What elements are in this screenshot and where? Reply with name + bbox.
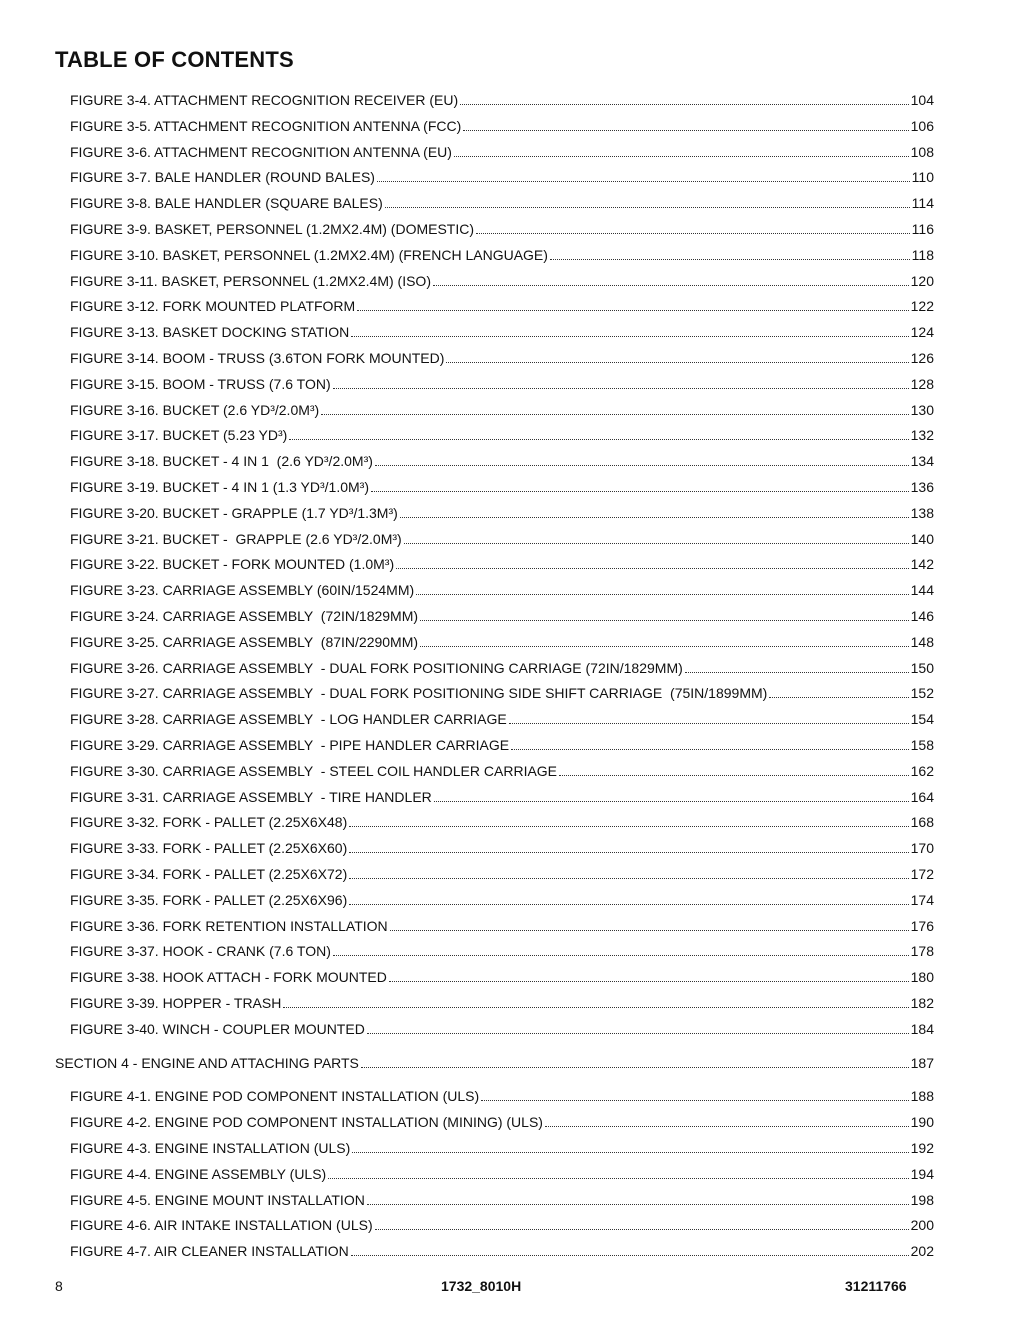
- toc-figure-entry[interactable]: [70, 606, 934, 626]
- toc-entry-label: FIGURE 3-23. CARRIAGE ASSEMBLY (60IN/1524MM): [70, 582, 415, 598]
- toc-entry-label: FIGURE 3-4. ATTACHMENT RECOGNITION RECEIVER (EU): [70, 92, 459, 108]
- toc-figure-entry[interactable]: [70, 554, 934, 574]
- toc-entry-page: 120: [910, 273, 934, 289]
- toc-figure-entry[interactable]: [70, 1241, 934, 1261]
- toc-entry-label: FIGURE 3-35. FORK - PALLET (2.25X6X96): [70, 892, 348, 908]
- toc-entry-page: 104: [910, 92, 934, 108]
- toc-entry-label: FIGURE 4-6. AIR INTAKE INSTALLATION (ULS): [70, 1217, 373, 1233]
- toc-figure-entry[interactable]: [70, 761, 934, 781]
- toc-section-entry[interactable]: [55, 1053, 934, 1073]
- toc-entry-page: 176: [910, 918, 934, 934]
- toc-figure-entry[interactable]: [70, 967, 934, 987]
- toc-leader-dots: [545, 1126, 909, 1127]
- toc-entry-label: FIGURE 3-6. ATTACHMENT RECOGNITION ANTENNA (EU): [70, 144, 452, 160]
- toc-entry-label: FIGURE 3-9. BASKET, PERSONNEL (1.2MX2.4M) (DOMESTIC): [70, 221, 475, 237]
- toc-entry-label: FIGURE 3-34. FORK - PALLET (2.25X6X72): [70, 866, 348, 882]
- footer-doc-code: 1732_8010H: [441, 1278, 522, 1294]
- toc-entry-page: 202: [910, 1243, 934, 1259]
- toc-figure-entry[interactable]: [70, 916, 934, 936]
- toc-figure-entry[interactable]: [70, 271, 934, 291]
- toc-figure-entry[interactable]: [70, 348, 934, 368]
- toc-leader-dots: [416, 594, 908, 595]
- toc-figure-entry[interactable]: [70, 683, 934, 703]
- toc-entry-page: 134: [910, 453, 934, 469]
- toc-entry-label: FIGURE 3-31. CARRIAGE ASSEMBLY - TIRE HANDLER: [70, 789, 432, 805]
- toc-entry-page: 162: [910, 763, 934, 779]
- toc-entry-page: 138: [910, 505, 934, 521]
- toc-figure-entry[interactable]: [70, 1086, 934, 1106]
- toc-figure-entry[interactable]: [70, 580, 934, 600]
- toc-figure-entry[interactable]: [70, 632, 934, 652]
- toc-figure-entry[interactable]: [70, 90, 934, 110]
- toc-leader-dots: [460, 104, 908, 105]
- toc-leader-dots: [446, 362, 908, 363]
- toc-entry-page: 180: [910, 969, 934, 985]
- toc-entry-page: 142: [910, 556, 934, 572]
- toc-figure-entry[interactable]: [70, 374, 934, 394]
- toc-entry-page: 116: [911, 221, 934, 237]
- toc-leader-dots: [377, 181, 910, 182]
- toc-entry-page: 132: [910, 427, 934, 443]
- toc-leader-dots: [476, 233, 910, 234]
- toc-leader-dots: [351, 336, 908, 337]
- toc-entry-page: 122: [910, 298, 934, 314]
- toc-entry-page: 140: [910, 531, 934, 547]
- toc-leader-dots: [769, 697, 908, 698]
- toc-entry-page: 194: [910, 1166, 934, 1182]
- toc-leader-dots: [357, 310, 908, 311]
- toc-entry-label: FIGURE 3-15. BOOM - TRUSS (7.6 TON): [70, 376, 331, 392]
- toc-entry-label: FIGURE 3-12. FORK MOUNTED PLATFORM: [70, 298, 356, 314]
- toc-entry-label: FIGURE 3-27. CARRIAGE ASSEMBLY - DUAL FORK POSITIONING SIDE SHIFT CARRIAGE (75IN/1899MM): [70, 685, 768, 701]
- toc-entry-page: 152: [910, 685, 934, 701]
- toc-leader-dots: [511, 749, 909, 750]
- toc-figure-entry[interactable]: [70, 142, 934, 162]
- toc-entry-label: FIGURE 3-26. CARRIAGE ASSEMBLY - DUAL FORK POSITIONING CARRIAGE (72IN/1829MM): [70, 660, 683, 676]
- toc-entry-label: FIGURE 3-10. BASKET, PERSONNEL (1.2MX2.4M) (FRENCH LANGUAGE): [70, 247, 548, 263]
- toc-leader-dots: [685, 672, 909, 673]
- toc-figure-entry[interactable]: [70, 425, 934, 445]
- toc-leader-dots: [361, 1067, 909, 1068]
- toc-figure-entry[interactable]: [70, 193, 934, 213]
- toc-leader-dots: [349, 826, 908, 827]
- toc-figure-entry[interactable]: [70, 529, 934, 549]
- toc-entry-label: FIGURE 3-13. BASKET DOCKING STATION: [70, 324, 350, 340]
- toc-leader-dots: [321, 414, 908, 415]
- toc-figure-entry[interactable]: [70, 941, 934, 961]
- toc-leader-dots: [385, 207, 910, 208]
- toc-entry-page: 150: [910, 660, 934, 676]
- toc-entry-label: FIGURE 3-37. HOOK - CRANK (7.6 TON): [70, 943, 331, 959]
- toc-figure-entry[interactable]: [70, 245, 934, 265]
- toc-figure-entry[interactable]: [70, 812, 934, 832]
- footer-page-number: 8: [55, 1278, 63, 1294]
- toc-entry-page: 114: [911, 195, 934, 211]
- toc-leader-dots: [333, 955, 909, 956]
- toc-leader-dots: [559, 775, 909, 776]
- toc-leader-dots: [389, 981, 909, 982]
- toc-entry-label: FIGURE 3-25. CARRIAGE ASSEMBLY (87IN/2290MM): [70, 634, 419, 650]
- toc-entry-label: FIGURE 3-21. BUCKET - GRAPPLE (2.6 YD³/2.0M³): [70, 531, 402, 547]
- toc-entry-page: 182: [910, 995, 934, 1011]
- toc-entry-label: FIGURE 4-4. ENGINE ASSEMBLY (ULS): [70, 1166, 327, 1182]
- toc-entry-page: 168: [910, 814, 934, 830]
- toc-leader-dots: [396, 568, 909, 569]
- toc-figure-entry[interactable]: [70, 1190, 934, 1210]
- toc-entry-label: FIGURE 3-40. WINCH - COUPLER MOUNTED: [70, 1021, 365, 1037]
- toc-figure-entry[interactable]: [70, 1164, 934, 1184]
- toc-figure-entry[interactable]: [70, 735, 934, 755]
- toc-leader-dots: [454, 156, 909, 157]
- toc-entry-label: FIGURE 4-1. ENGINE POD COMPONENT INSTALLATION (ULS): [70, 1088, 480, 1104]
- toc-leader-dots: [349, 904, 908, 905]
- toc-leader-dots: [404, 543, 909, 544]
- toc-figure-entry[interactable]: [70, 219, 934, 239]
- toc-entry-page: 106: [910, 118, 934, 134]
- toc-entry-page: 154: [910, 711, 934, 727]
- toc-entry-page: 178: [910, 943, 934, 959]
- toc-leader-dots: [420, 646, 909, 647]
- toc-leader-dots: [400, 517, 909, 518]
- toc-entry-page: 110: [911, 169, 934, 185]
- toc-leader-dots: [420, 620, 909, 621]
- toc-entry-page: 200: [910, 1217, 934, 1233]
- toc-figure-entry[interactable]: [70, 787, 934, 807]
- toc-entry-label: FIGURE 3-7. BALE HANDLER (ROUND BALES): [70, 169, 375, 185]
- toc-leader-dots: [367, 1204, 909, 1205]
- toc-entry-label: SECTION 4 - ENGINE AND ATTACHING PARTS: [55, 1055, 359, 1071]
- toc-entry-label: FIGURE 4-5. ENGINE MOUNT INSTALLATION: [70, 1192, 365, 1208]
- toc-entry-label: FIGURE 3-39. HOPPER - TRASH: [70, 995, 282, 1011]
- toc-leader-dots: [550, 259, 910, 260]
- toc-leader-dots: [328, 1178, 908, 1179]
- toc-entry-label: FIGURE 3-36. FORK RETENTION INSTALLATION: [70, 918, 388, 934]
- toc-figure-entry[interactable]: [70, 116, 934, 136]
- footer-part-number: 31211766: [845, 1278, 907, 1294]
- toc-figure-entry[interactable]: [70, 1019, 934, 1039]
- toc-leader-dots: [390, 930, 909, 931]
- toc-entry-label: FIGURE 3-17. BUCKET (5.23 YD³): [70, 427, 288, 443]
- toc-entry-page: 126: [910, 350, 934, 366]
- toc-leader-dots: [289, 439, 908, 440]
- toc-entry-page: 192: [910, 1140, 934, 1156]
- toc-figure-entry[interactable]: [70, 890, 934, 910]
- toc-figure-entry[interactable]: [70, 709, 934, 729]
- toc-entry-label: FIGURE 3-20. BUCKET - GRAPPLE (1.7 YD³/1.3M³): [70, 505, 398, 521]
- toc-entry-label: FIGURE 3-8. BALE HANDLER (SQUARE BALES): [70, 195, 383, 211]
- toc-entry-page: 146: [910, 608, 934, 624]
- toc-entry-label: FIGURE 3-22. BUCKET - FORK MOUNTED (1.0M³): [70, 556, 395, 572]
- toc-entry-page: 144: [910, 582, 934, 598]
- toc-leader-dots: [463, 130, 908, 131]
- toc-entry-label: FIGURE 3-38. HOOK ATTACH - FORK MOUNTED: [70, 969, 387, 985]
- toc-entry-label: FIGURE 4-2. ENGINE POD COMPONENT INSTALLATION (MINING) (ULS): [70, 1114, 543, 1130]
- toc-entry-page: 148: [910, 634, 934, 650]
- toc-leader-dots: [433, 285, 909, 286]
- toc-entry-page: 118: [911, 247, 934, 263]
- toc-entry-page: 187: [910, 1055, 934, 1071]
- toc-entry-label: FIGURE 4-3. ENGINE INSTALLATION (ULS): [70, 1140, 351, 1156]
- toc-entry-label: FIGURE 3-16. BUCKET (2.6 YD³/2.0M³): [70, 402, 320, 418]
- toc-entry-page: 158: [910, 737, 934, 753]
- toc-entry-page: 130: [910, 402, 934, 418]
- toc-figure-entry[interactable]: [70, 1138, 934, 1158]
- toc-figure-entry[interactable]: [70, 1112, 934, 1132]
- page-title: TABLE OF CONTENTS: [55, 47, 294, 72]
- toc-figure-entry[interactable]: [70, 322, 934, 342]
- toc-figure-entry[interactable]: [70, 993, 934, 1013]
- toc-figure-entry[interactable]: [70, 400, 934, 420]
- toc-figure-entry[interactable]: [70, 296, 934, 316]
- toc-entry-label: FIGURE 3-33. FORK - PALLET (2.25X6X60): [70, 840, 348, 856]
- toc-figure-entry[interactable]: [70, 167, 934, 187]
- toc-entry-label: FIGURE 3-24. CARRIAGE ASSEMBLY (72IN/1829MM): [70, 608, 419, 624]
- toc-leader-dots: [352, 1152, 908, 1153]
- toc-leader-dots: [349, 878, 908, 879]
- toc-figure-entry[interactable]: [70, 451, 934, 471]
- toc-figure-entry[interactable]: [70, 658, 934, 678]
- toc-entry-label: FIGURE 3-18. BUCKET - 4 IN 1 (2.6 YD³/2.0M³): [70, 453, 373, 469]
- toc-entry-label: FIGURE 3-11. BASKET, PERSONNEL (1.2MX2.4M) (ISO): [70, 273, 431, 289]
- toc-leader-dots: [371, 491, 909, 492]
- toc-entry-page: 124: [910, 324, 934, 340]
- toc-figure-entry[interactable]: [70, 864, 934, 884]
- toc-leader-dots: [375, 1229, 909, 1230]
- toc-figure-entry[interactable]: [70, 503, 934, 523]
- toc-entry-label: FIGURE 4-7. AIR CLEANER INSTALLATION: [70, 1243, 349, 1259]
- toc-leader-dots: [349, 852, 908, 853]
- toc-entry-label: FIGURE 3-19. BUCKET - 4 IN 1 (1.3 YD³/1.0M³): [70, 479, 370, 495]
- toc-entry-page: 172: [910, 866, 934, 882]
- toc-leader-dots: [375, 465, 909, 466]
- toc-leader-dots: [333, 388, 909, 389]
- toc-figure-entry[interactable]: [70, 838, 934, 858]
- toc-leader-dots: [509, 723, 909, 724]
- toc-entry-label: FIGURE 3-28. CARRIAGE ASSEMBLY - LOG HANDLER CARRIAGE: [70, 711, 507, 727]
- toc-entry-page: 190: [910, 1114, 934, 1130]
- toc-figure-entry[interactable]: [70, 477, 934, 497]
- toc-entry-page: 108: [910, 144, 934, 160]
- toc-leader-dots: [367, 1033, 909, 1034]
- toc-entry-page: 198: [910, 1192, 934, 1208]
- toc-leader-dots: [351, 1255, 909, 1256]
- toc-leader-dots: [283, 1007, 908, 1008]
- toc-entry-label: FIGURE 3-5. ATTACHMENT RECOGNITION ANTENNA (FCC): [70, 118, 462, 134]
- toc-entry-page: 188: [910, 1088, 934, 1104]
- toc-entry-page: 174: [910, 892, 934, 908]
- toc-entry-label: FIGURE 3-29. CARRIAGE ASSEMBLY - PIPE HANDLER CARRIAGE: [70, 737, 510, 753]
- toc-entry-label: FIGURE 3-14. BOOM - TRUSS (3.6TON FORK MOUNTED): [70, 350, 445, 366]
- toc-entry-page: 170: [910, 840, 934, 856]
- toc-leader-dots: [481, 1100, 908, 1101]
- toc-entry-page: 164: [910, 789, 934, 805]
- toc-entry-label: FIGURE 3-32. FORK - PALLET (2.25X6X48): [70, 814, 348, 830]
- toc-figure-entry[interactable]: [70, 1215, 934, 1235]
- toc-leader-dots: [434, 801, 909, 802]
- toc-entry-page: 136: [910, 479, 934, 495]
- toc-entry-page: 128: [910, 376, 934, 392]
- toc-entry-label: FIGURE 3-30. CARRIAGE ASSEMBLY - STEEL COIL HANDLER CARRIAGE: [70, 763, 558, 779]
- toc-entry-page: 184: [910, 1021, 934, 1037]
